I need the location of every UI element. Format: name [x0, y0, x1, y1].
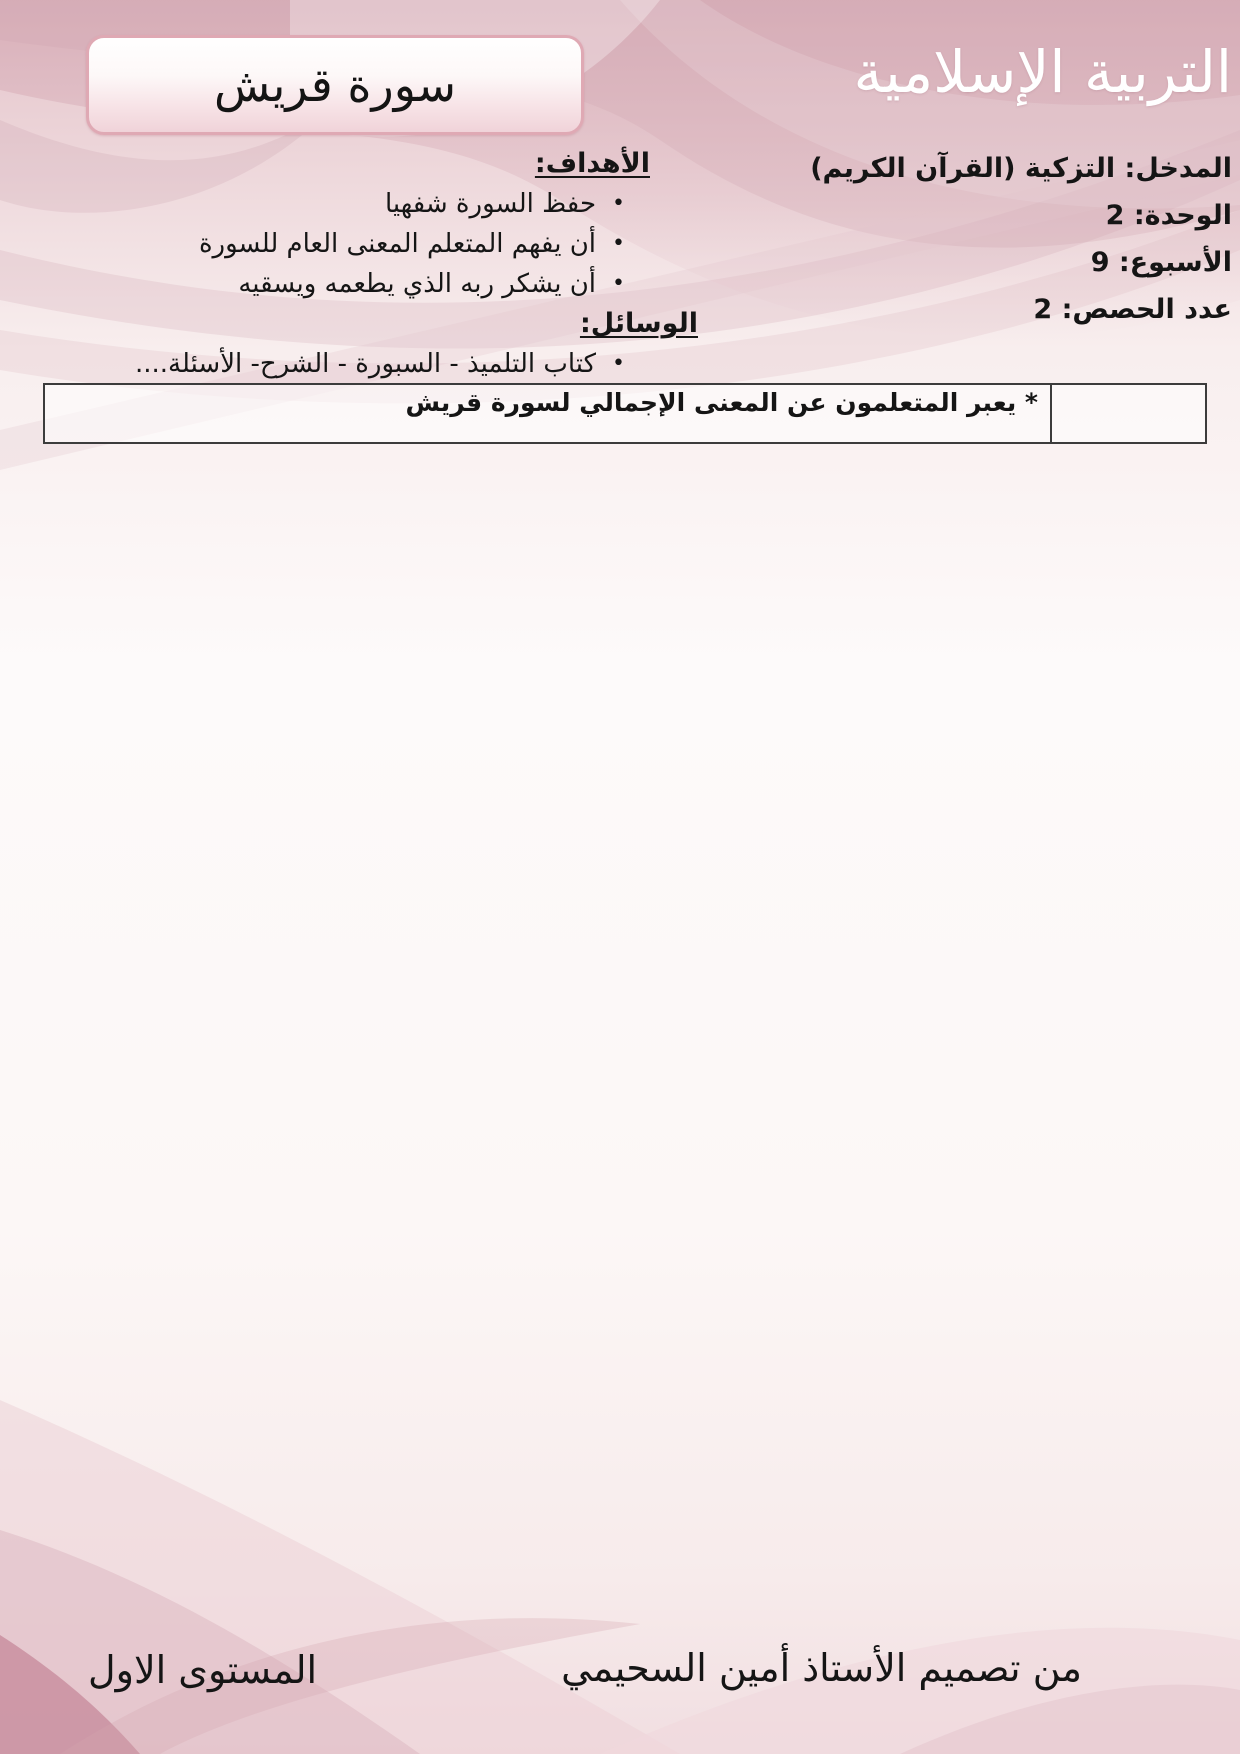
evaluation-note-cell	[45, 385, 1050, 442]
info-value: 2	[1033, 294, 1053, 325]
info-line-sessions	[810, 293, 1232, 326]
list-item	[58, 224, 625, 264]
evaluation-note: * يعبر المتعلمون عن المعنى الإجمالي لسورة قريش	[405, 388, 1038, 417]
list-item	[58, 264, 625, 304]
evaluation-empty-cell	[1050, 385, 1205, 442]
info-panel	[810, 152, 1232, 340]
item-text: أن يفهم المتعلم المعنى العام للسورة	[198, 229, 597, 259]
info-line-entry	[810, 152, 1232, 185]
list-item	[58, 344, 625, 384]
info-label: عدد الحصص:	[1061, 294, 1232, 325]
lesson-title: سورة قريش	[213, 58, 457, 112]
info-label: المدخل:	[1124, 153, 1232, 184]
info-label: الوحدة:	[1133, 200, 1232, 231]
materials-list	[58, 344, 698, 384]
bullet-icon: •	[612, 191, 625, 216]
footer-credit: من تصميم الأستاذ أمين السحيمي	[561, 1646, 1082, 1690]
item-text: كتاب التلميذ - السبورة - الشرح- الأسئلة....	[134, 349, 597, 379]
objectives-heading: الأهداف:	[534, 148, 650, 179]
lesson-title-box	[86, 35, 584, 135]
bullet-icon: •	[612, 271, 625, 296]
objectives-list	[58, 184, 698, 304]
objectives-materials-section	[58, 146, 698, 384]
info-line-unit	[810, 199, 1232, 232]
item-text: أن يشكر ربه الذي يطعمه ويسقيه	[238, 269, 597, 299]
footer-level: المستوى الاول	[88, 1648, 318, 1692]
subject-title: التربية الإسلامية	[853, 38, 1232, 106]
evaluation-table	[43, 383, 1207, 444]
info-value: التزكية (القرآن الكريم)	[810, 153, 1116, 184]
info-value: 2	[1105, 200, 1125, 231]
bullet-icon: •	[612, 351, 625, 376]
materials-heading: الوسائل:	[579, 308, 698, 339]
info-label: الأسبوع:	[1118, 247, 1232, 278]
bullet-icon: •	[612, 231, 625, 256]
info-value: 9	[1090, 247, 1110, 278]
info-line-week	[810, 246, 1232, 279]
list-item	[58, 184, 625, 224]
item-text: حفظ السورة شفهيا	[384, 189, 597, 219]
